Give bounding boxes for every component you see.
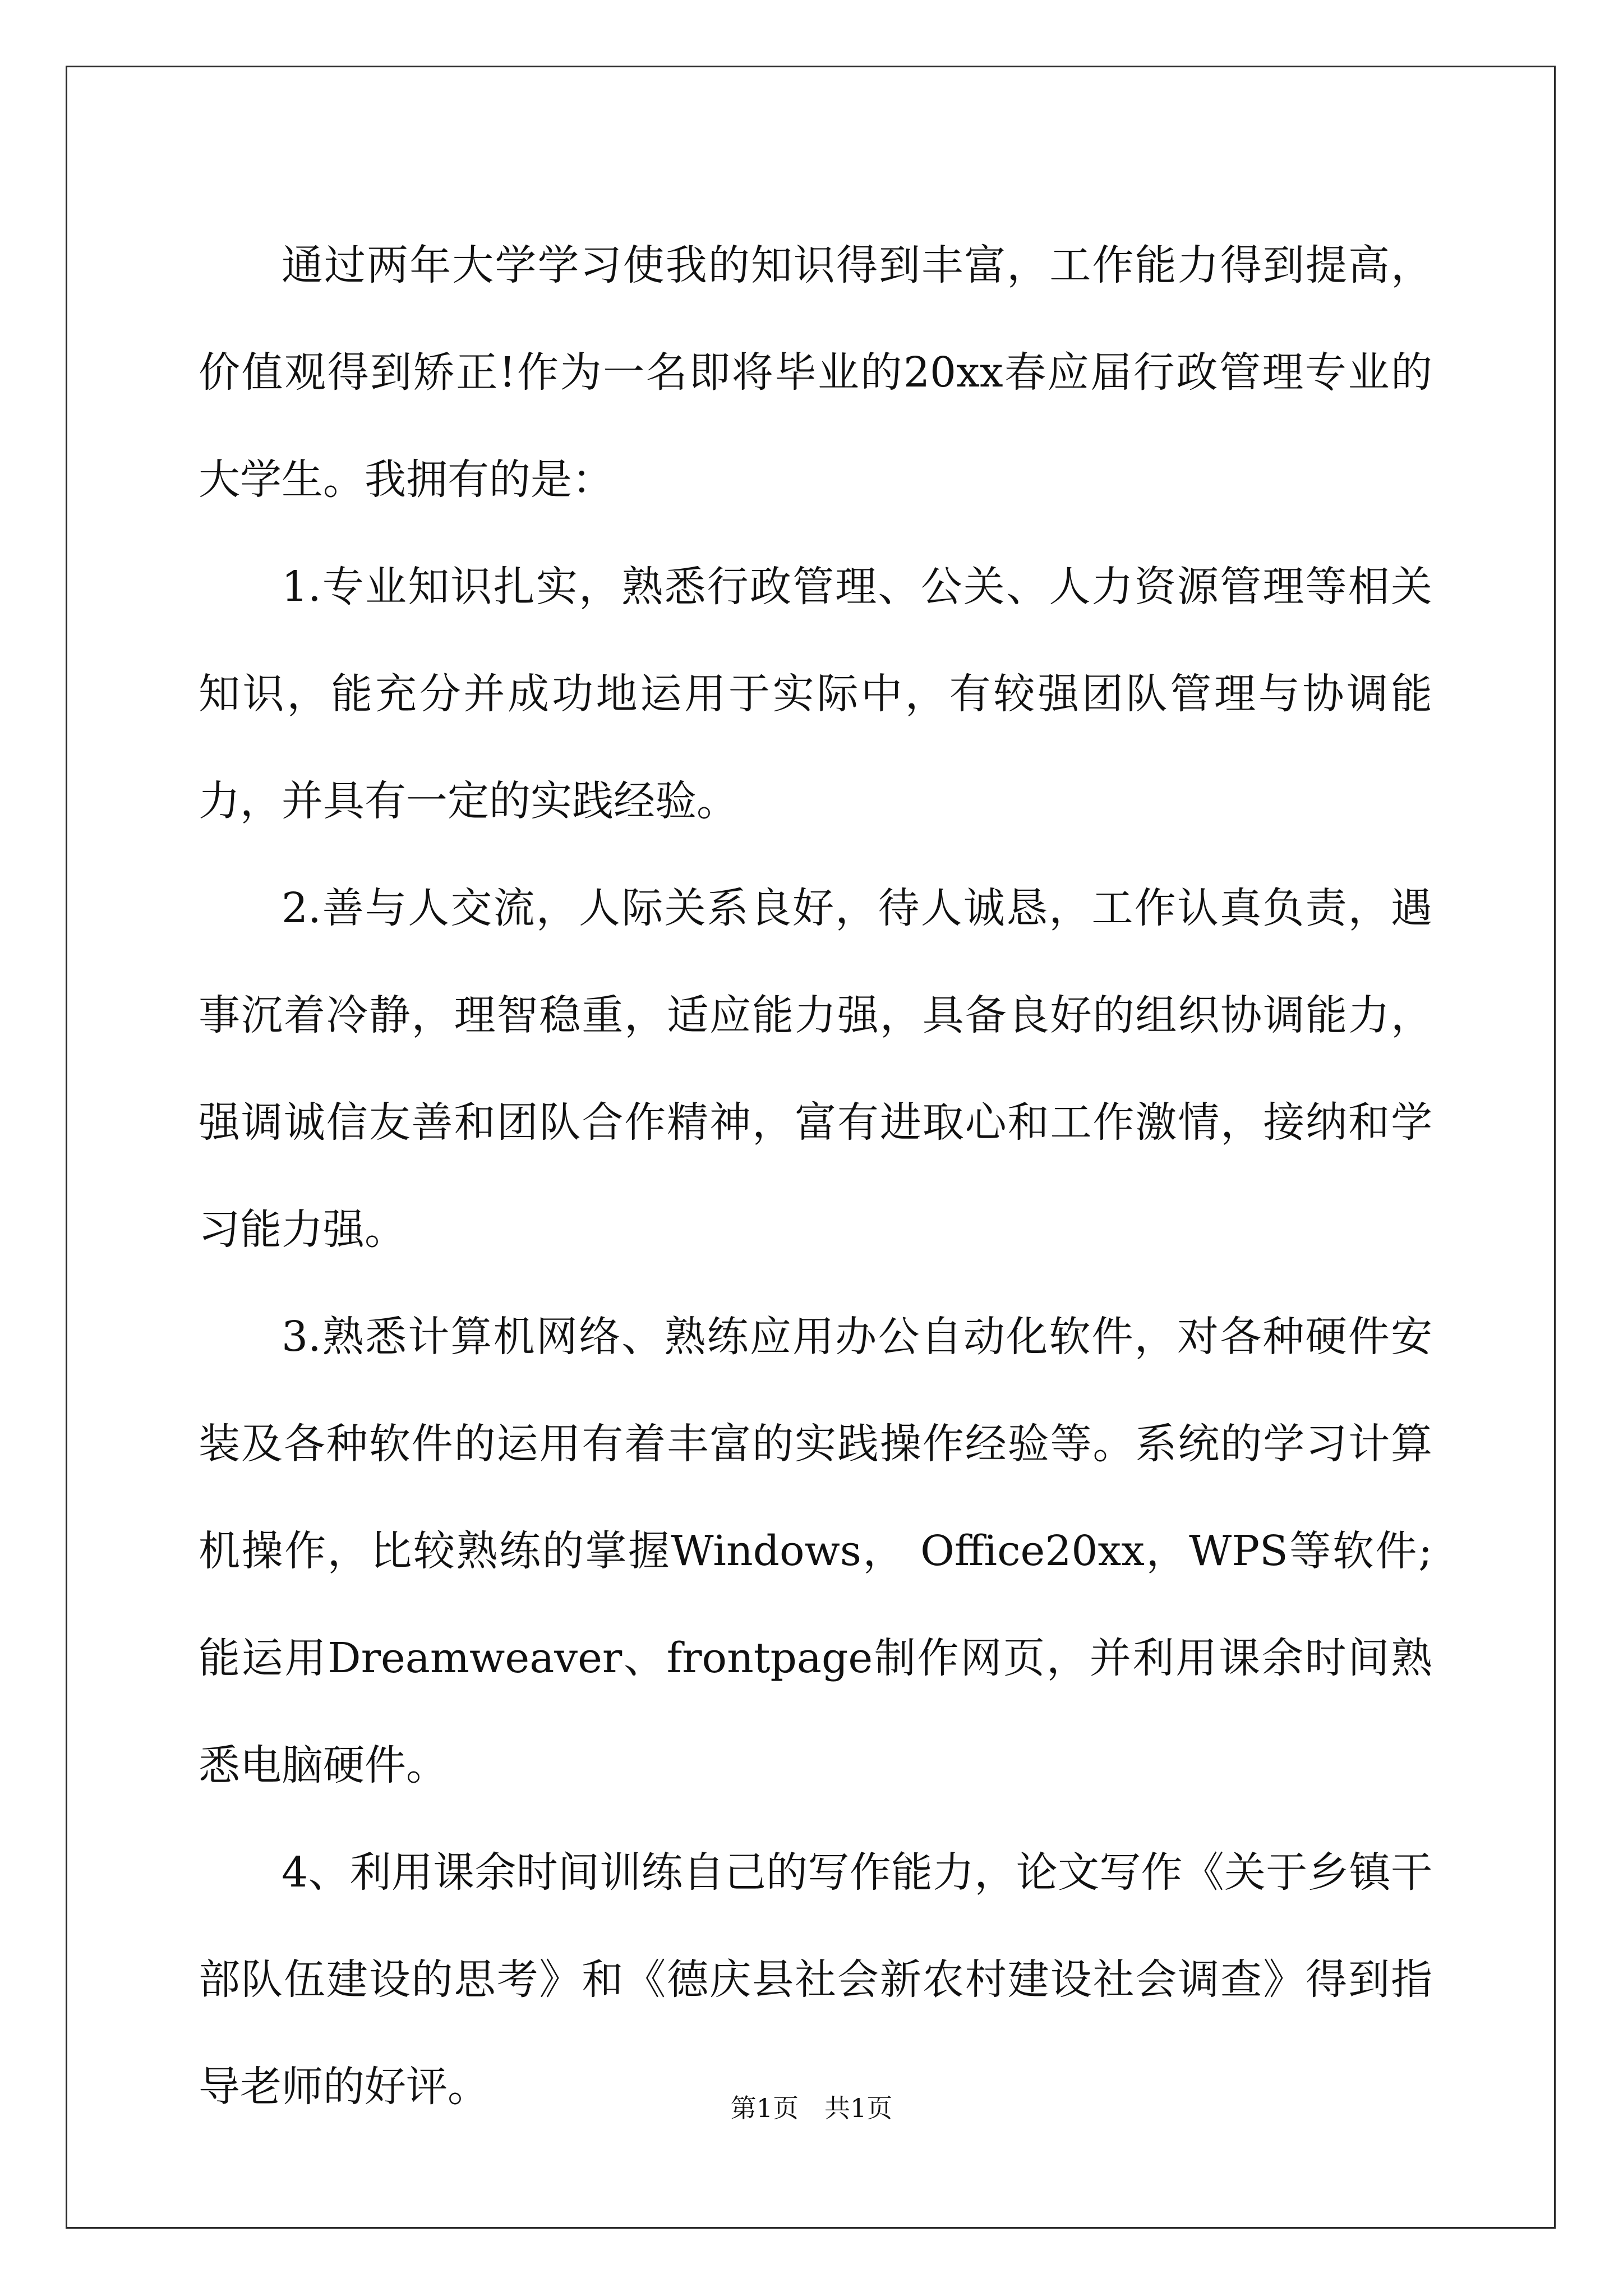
paragraph-item-2: 2.善与人交流，人际关系良好，待人诚恳，工作认真负责，遇事沉着冷静，理智稳重，适应能力强，具备良好的组织协调能力，强调诚信友善和团队合作精神，富有进取心和工作激情，接纳和学习能力强。 <box>199 884 1432 1254</box>
page-footer: 第1页 共1页 <box>730 2093 893 2123</box>
paragraph-item-3: 3.熟悉计算机网络、熟练应用办公自动化软件，对各种硬件安装及各种软件的运用有着丰富的实践操作经验等。系统的学习计算机操作，比较熟练的掌握Windows， Office20xx，WPS等软件;能运用Dreamweaver、frontpage制作网页，并利用课余时间熟悉电脑硬件。 <box>199 1313 1432 1789</box>
paragraph-intro: 通过两年大学学习使我的知识得到丰富，工作能力得到提高，价值观得到矫正!作为一名即将毕业的20xx春应届行政管理专业的大学生。我拥有的是： <box>199 241 1432 504</box>
paragraph-item-1: 1.专业知识扎实，熟悉行政管理、公关、人力资源管理等相关知识，能充分并成功地运用于实际中，有较强团队管理与协调能力，并具有一定的实践经验。 <box>199 563 1432 825</box>
document-body <box>199 212 1432 2141</box>
paragraph-item-4: 4、利用课余时间训练自己的写作能力，论文写作《关于乡镇干部队伍建设的思考》和《德庆县社会新农村建设社会调查》得到指导老师的好评。 <box>199 1848 1432 2111</box>
